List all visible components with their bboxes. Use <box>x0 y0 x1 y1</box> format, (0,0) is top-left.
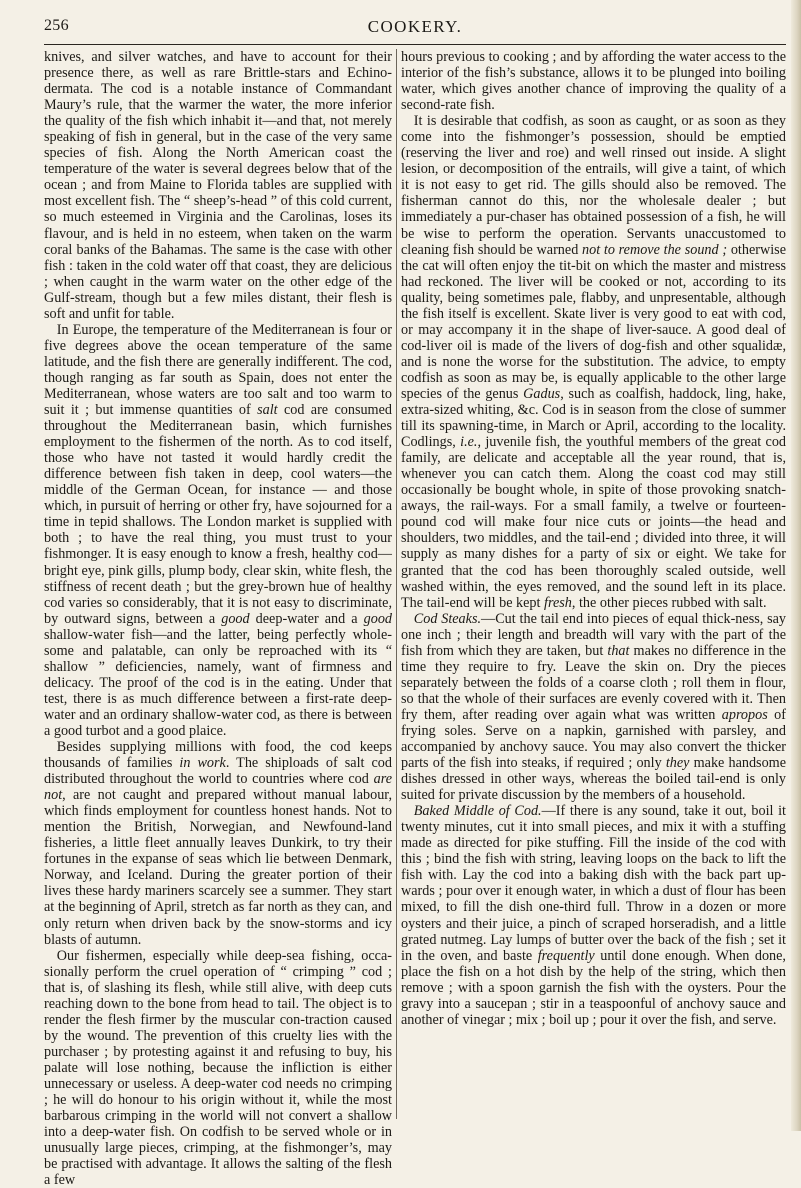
italic-text: i.e. <box>460 434 478 451</box>
italic-text: they <box>665 755 690 772</box>
italic-text: that <box>607 642 630 659</box>
text-run: of frying soles. Serve on a napkin, garnished with parsley, and accompanied by anchovy sauce. You may also convert the thicker parts of the fish into steaks, if required ; only <box>401 706 786 772</box>
text-run: It is desirable that codfish, as soon as caught, or as soon as they come into the fishmonger’s possession, should be emptied (reserving the liver and roe) and well rinsed out inside. A slight lesion, or decomposition of the entrails, will give a taint, of which it is not easy to get rid. The gills should also be removed. The fisherman cannot do this, nor the wholesale dealer ; but immediately a pur-chaser has obtained possession of a fish, he will be wise to perform the operation. Servants unaccustomed to cleaning fish should be warned <box>401 113 786 258</box>
italic-text: salt <box>257 402 278 419</box>
text-run: hours previous to cooking ; and by affording the water access to the interior of the fish’s substance, allows it to be plunged into boiling water, which gives another chance of improving the quality of a second-rate fish. <box>401 49 786 114</box>
page-header <box>44 0 786 44</box>
column-divider <box>396 49 397 1119</box>
text-run: knives, and silver watches, and have to account for their presence there, as well as rare Brittle-stars and Echino-dermata. The cod is a notable instance of Commandant Maury’s rule, that the warmer the water, the more inferior the quality of the fish which inhabit it—and that, not merely speaking of fish in general, but in the case of the very same species of fish. Along the North American coast the temperature of the water is several degrees below that of the ocean ; and from Maine to Florida tables are supplied with most excellent fish. The “ sheep’s-head ” of this cold current, so much esteemed in Virginia and the Carolinas, loses its flavour, and is held in no esteem, when taken on the warm coral banks of the Bahamas. The same is the case with other fish : taken in the cold water off that coast, they are delicious ; when caught in the warm water on the other edge of the Gulf-stream, though but a few miles distant, their flesh is soft and unfit for table. <box>44 49 392 322</box>
text-run: make handsome dishes dressed in other ways, whereas the boiled tail-end is only suited for private discussion by the members of a household. <box>401 755 787 804</box>
text-run: shallow-water fish—and the latter, being perfectly whole-some and palatable, can only be reproached with its “ shallow ” deficiencies, namely, want of firmness and delicacy. The proof of the cod is in the eating. Under that test, there is as much difference between a first-rate deep-water and an ordinary shallow-water cod, as there is between a good turbot and a good plaice. <box>44 626 392 739</box>
text-run: —If there is any sound, take it out, boil it twenty minutes, cut it into small pieces, and mix it with a stuffing made as directed for pike stuffing. Fill the inside of the cod with this ; bind the fish with string, leaving loops on the back to lift the fish with. Lay the cod into a baking dish with the back part up-wards ; pour over it enough water, in which a dust of flour has been mixed, to fill the dish one-third full. Throw in a dozen or more oysters and their juice, a pinch of scraped horseradish, and a little grated nutmeg. Lay lumps of butter over the back of the fish ; set it in the oven, and baste <box>401 803 786 964</box>
italic-text: fresh <box>544 594 572 611</box>
italic-text: good <box>363 610 392 627</box>
paragraph <box>44 49 392 322</box>
italic-text: Cod Steaks. <box>413 610 482 627</box>
right-column <box>401 49 786 1028</box>
paragraph <box>44 739 392 948</box>
italic-text: frequently <box>537 947 595 964</box>
paragraph <box>44 322 392 739</box>
paragraph <box>401 803 786 1028</box>
text-run: until done enough. When done, place the fish on a hot dish by the help of the string, which then remove ; with a spoon garnish the fish with the oysters. Pour the gravy into a saucepan ; stir in a teaspoonful of anchovy sauce and another of vinegar ; mix ; boil up ; pour it over the fish, and serve. <box>401 947 786 1028</box>
italic-text: in work <box>179 755 226 772</box>
italic-text: good <box>221 610 250 627</box>
paragraph <box>401 49 786 113</box>
italic-text: not to remove the sound ; <box>582 241 728 258</box>
italic-text: Gadus <box>523 385 561 402</box>
italic-text: Baked Middle of Cod. <box>413 803 542 820</box>
text-run: , the other pieces rubbed with salt. <box>571 594 767 611</box>
text-run: deep-water and a <box>249 610 364 627</box>
paragraph <box>401 113 786 610</box>
text-run: Our fishermen, especially while deep-sea fishing, occa-sionally perform the cruel operation of “ crimping ” cod ; that is, of slashing its flesh, while still alive, with deep cuts reaching down to the bone from head to tail. The object is to render the flesh firmer by the muscular con-traction caused by the wound. The prevention of this cruelty lies with the purchaser ; by protesting against it and refusing to buy, his palate will lose nothing, because the infliction is either unnecessary or useless. A deep-water cod needs no crimping ; he will do honour to his origin without it, while the most barbarous crimping in the world will not convert a shallow into a deep-water fish. On codfish to be served whole or in unusually large pieces, crimping, at the fishmonger’s, may be practised with advantage. It allows the salting of the flesh a few <box>44 947 392 1188</box>
italic-text: are not <box>44 771 392 804</box>
text-run: makes no difference in the time they require to fry. Leave the skin on. Dry the pieces separately between the folds of a coarse cloth ; roll them in flour, so that the whole of their surfaces are evenly covered with it. Then fry them, after reading over again what was written <box>401 642 786 723</box>
italic-text: apropos <box>721 706 768 723</box>
text-run: Besides supplying millions with food, the cod keeps thousands of families <box>44 739 392 772</box>
text-run: —Cut the tail end into pieces of equal thick-ness, say one inch ; their length and breadth will vary with the part of the fish from which they are taken, but <box>401 610 787 659</box>
text-run: . The shiploads of salt cod distributed throughout the world to countries where cod <box>44 755 392 788</box>
text-run: otherwise the cat will often enjoy the tit-bit on which the master and mistress had reckoned. The liver will be cooked or not, according to its quality, being sometimes pale, flabby, and unpresentable, although the fish itself is excellent. Skate liver is very good to eat with cod, or may accompany it in the shape of liver-sauce. A good deal of cod-liver oil is made of the livers of dog-fish and other squalidæ, and is none the worse for the substitution. The advice, to empty codfish as soon as may be, is equally applicable to the other large species of the genus <box>401 241 786 402</box>
text-run: , juvenile fish, the youthful members of the great cod family, are delicate and acceptable all the year round, that is, whenever you can catch them. Along the coast cod may still occasionally be bought whole, in spite of those provoking snatch-aways, the rail-ways. For a small family, a twelve or fourteen-pound cod will make four nice cuts or joints—the head and shoulders, two middles, and the tail-end ; divided into three, it will supply as many dishes for a party of six or eight. We take for granted that the cod has been thoroughly scaled outside, well washed within, the eyes removed, and the sound left in its place. The tail-end will be kept <box>401 434 787 611</box>
running-title: COOKERY. <box>367 17 463 36</box>
text-run: cod are consumed throughout the Mediterranean basin, which furnishes employment to the fishermen of the north. As to cod itself, those who have not tasted it would hardly credit the difference between fish taken in deep, cool waters—the middle of the German Ocean, for instance — and those which, in pursuit of herring or other fry, have sojourned for a time in tepid shallows. The London market is supplied with both ; to have the real thing, you must trust to your fishmonger. It is easy enough to know a fresh, healthy cod—bright eye, pink gills, plump body, clear skin, white flesh, the stiffness of recent death ; but the grey-brown hue of healthy cod varies so considerably, that it is not easy to discriminate, by outward signs, between a <box>44 402 392 627</box>
paragraph <box>401 611 786 804</box>
text-run: , are not caught and prepared without manual labour, which finds employment for countless honest hands. Not to mention the British, Norwegian, and Newfound-land fisheries, a little fleet annually leaves Dunkirk, to try their fortunes in the expanse of seas which lie between Denmark, Norway, and Iceland. During the greater portion of their lives these hardy mariners scarcely see a summer. They start at the beginning of April, stretch as far north as they can, and only return when driven back by the snow-storms and icy blasts of autumn. <box>44 787 392 948</box>
paragraph <box>44 948 392 1188</box>
page-edge <box>791 0 801 1131</box>
page-number: 256 <box>44 17 69 34</box>
text-run: In Europe, the temperature of the Mediterranean is four or five degrees above the ocean temperature of the same latitude, and the fish there are generally indifferent. The cod, though ranging as far south as Spain, does not enter the Mediterranean, whose waters are too salt and too warm to suit it ; but immense quantities of <box>44 321 392 419</box>
left-column <box>44 49 392 1188</box>
text-run: , such as coalfish, haddock, ling, hake, extra-sized whiting, &c. Cod is in season from the close of summer till its spawning-time, in March or April, according to the locality. Codlings, <box>401 385 786 451</box>
header-rule <box>44 44 786 45</box>
